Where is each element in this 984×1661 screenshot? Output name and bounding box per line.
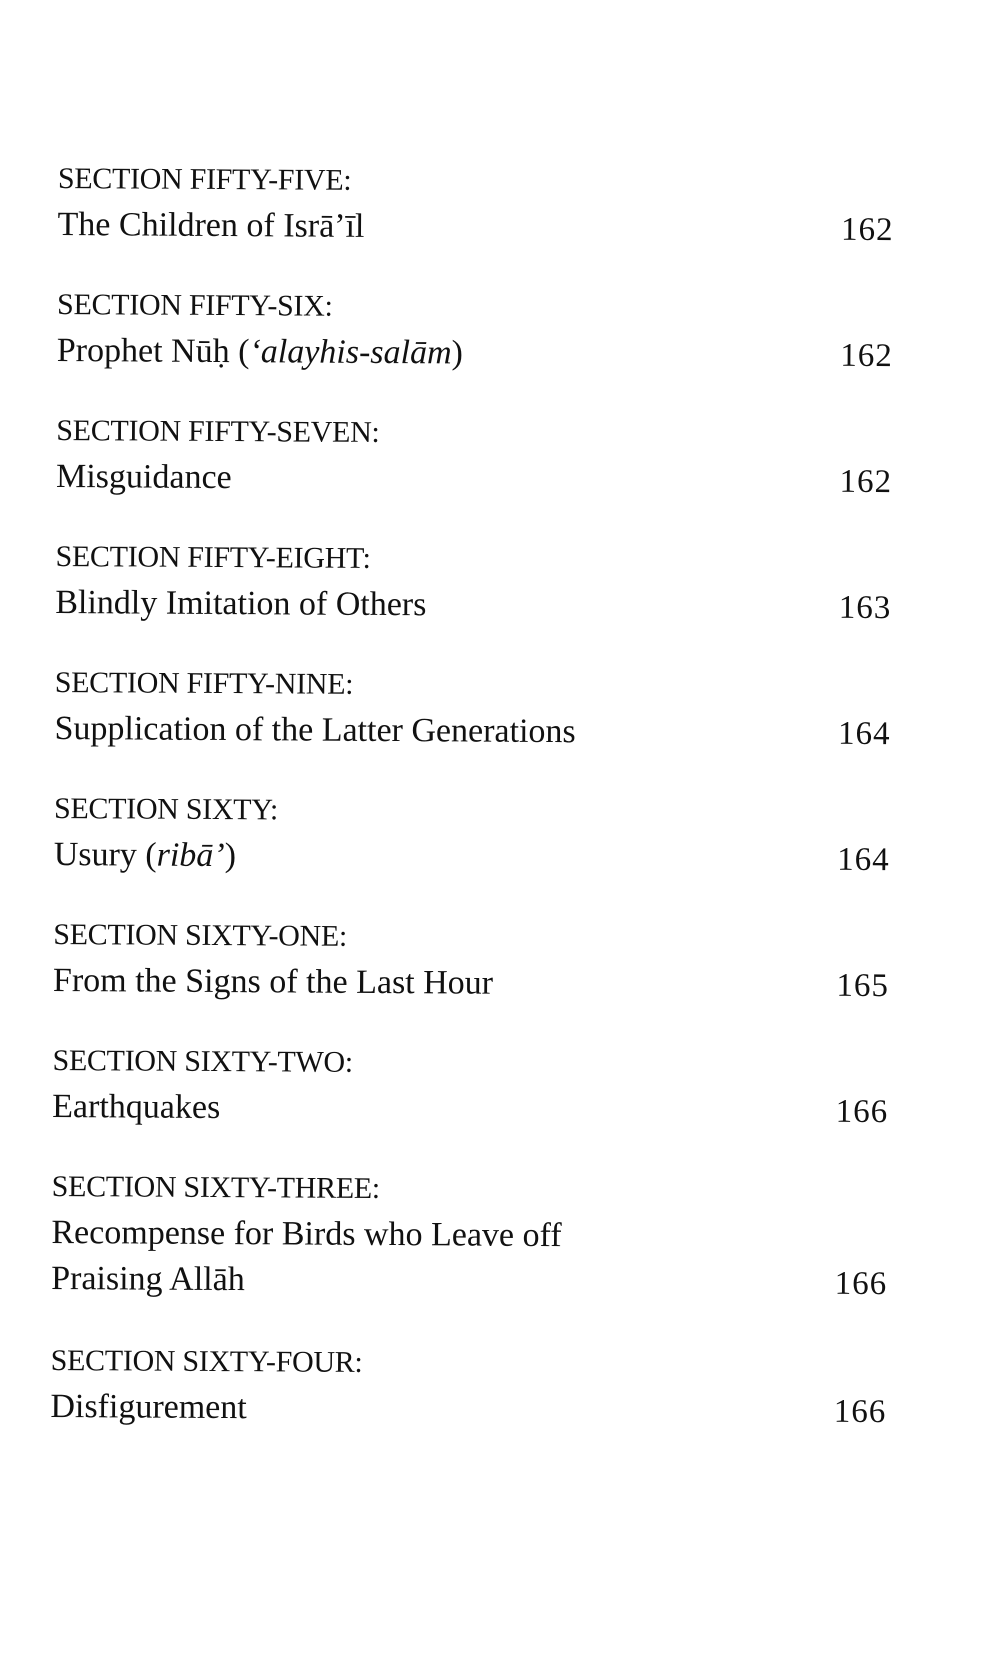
section-label: SECTION SIXTY-ONE: bbox=[53, 917, 348, 953]
section-label: SECTION FIFTY-EIGHT: bbox=[55, 539, 371, 575]
section-label: SECTION SIXTY-FOUR: bbox=[50, 1343, 363, 1379]
entry-title: Blindly Imitation of Others bbox=[55, 583, 427, 624]
title-italic: ribā’ bbox=[156, 836, 225, 875]
section-label: SECTION FIFTY-FIVE: bbox=[57, 161, 352, 197]
toc-entry-sixty-one bbox=[53, 916, 890, 1047]
entry-title-row bbox=[54, 706, 890, 757]
section-label: SECTION SIXTY: bbox=[53, 791, 279, 827]
title-suffix: ) bbox=[224, 837, 237, 875]
page-number: 166 bbox=[834, 1265, 888, 1303]
entry-title-row bbox=[57, 202, 893, 253]
toc-entry-sixty-four bbox=[50, 1342, 887, 1473]
entry-title: Misguidance bbox=[55, 457, 232, 497]
toc-entry-fifty-eight bbox=[55, 538, 892, 669]
entry-title: Disfigurement bbox=[50, 1387, 247, 1427]
toc-entry-fifty-five bbox=[57, 160, 894, 291]
toc-entry-fifty-seven bbox=[56, 412, 893, 543]
entry-title-row bbox=[52, 1084, 888, 1135]
page-number: 163 bbox=[838, 589, 892, 627]
entry-title: The Children of Isrā’īl bbox=[57, 205, 365, 245]
toc-entry-sixty-three bbox=[51, 1168, 888, 1347]
entry-title bbox=[57, 328, 463, 376]
page-number: 164 bbox=[837, 841, 890, 879]
entry-title-row bbox=[56, 454, 892, 505]
entry-title-row bbox=[51, 1210, 887, 1261]
toc-entry-sixty-two bbox=[52, 1042, 889, 1173]
page-number: 162 bbox=[839, 463, 893, 501]
section-label: SECTION SIXTY-THREE: bbox=[51, 1169, 380, 1205]
section-label: SECTION FIFTY-SIX: bbox=[57, 287, 333, 323]
toc-entry-fifty-six bbox=[56, 286, 893, 417]
entry-title-row bbox=[50, 1384, 886, 1435]
entry-title-row bbox=[51, 1256, 887, 1307]
entry-title-row bbox=[54, 832, 890, 883]
page-number: 166 bbox=[835, 1093, 889, 1131]
title-prefix: Usury ( bbox=[53, 835, 157, 874]
section-label: SECTION FIFTY-SEVEN: bbox=[56, 413, 380, 449]
entry-title-row bbox=[57, 328, 893, 379]
entry-title: Supplication of the Latter Generations bbox=[54, 709, 576, 751]
page-number: 162 bbox=[840, 211, 894, 249]
toc-entry-sixty bbox=[53, 790, 890, 921]
table-of-contents bbox=[50, 160, 894, 1473]
page-number: 164 bbox=[837, 715, 891, 753]
section-label: SECTION FIFTY-NINE: bbox=[54, 665, 354, 701]
page-number: 165 bbox=[836, 967, 890, 1005]
title-italic: ‘alayhis-salām bbox=[249, 333, 452, 372]
entry-title-line-2: Praising Allāh bbox=[51, 1259, 245, 1299]
toc-entry-fifty-nine bbox=[54, 664, 891, 795]
entry-title-line-1: Recompense for Birds who Leave off bbox=[51, 1213, 562, 1255]
entry-title-row bbox=[53, 958, 889, 1009]
entry-title: From the Signs of the Last Hour bbox=[52, 961, 494, 1002]
page-number: 166 bbox=[833, 1393, 887, 1431]
entry-title bbox=[54, 832, 237, 879]
title-suffix: ) bbox=[451, 334, 464, 372]
section-label: SECTION SIXTY-TWO: bbox=[52, 1043, 354, 1079]
page-number: 162 bbox=[840, 337, 893, 375]
entry-title-row bbox=[55, 580, 891, 631]
title-prefix: Prophet Nūḥ ( bbox=[56, 331, 250, 371]
entry-title: Earthquakes bbox=[52, 1087, 221, 1127]
